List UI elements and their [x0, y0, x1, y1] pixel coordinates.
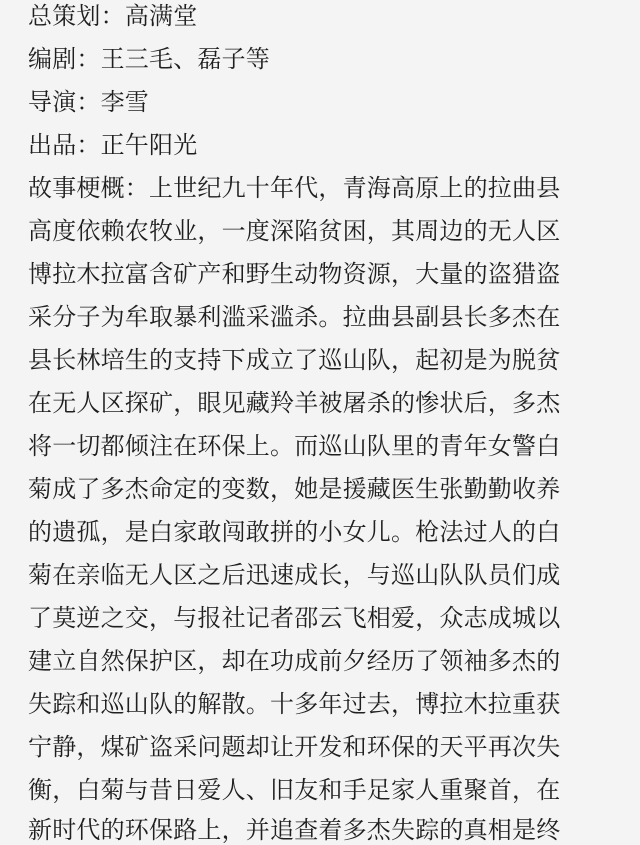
- credit-value: 王三毛、磊子等: [100, 45, 271, 73]
- synopsis-line: 的遗孤，是白家敢闯敢拼的小女儿。枪法过人的白: [28, 518, 561, 546]
- synopsis-line: 宁静，煤矿盗采问题却让开发和环保的天平再次失: [28, 733, 561, 761]
- credit-value: 李雪: [100, 88, 150, 116]
- synopsis-line: 了莫逆之交，与报社记者邵云飞相爱，众志成城以: [28, 604, 561, 632]
- credit-screenwriter: [28, 44, 270, 74]
- credit-value: 正午阳光: [100, 131, 198, 159]
- credit-chief-planner: [28, 1, 197, 31]
- synopsis-line: 高度依赖农牧业，一度深陷贫困，其周边的无人区: [28, 217, 561, 245]
- synopsis-line: 衡，白菊与昔日爱人、旧友和手足家人重聚首，在: [28, 776, 561, 804]
- synopsis-line: 将一切都倾注在环保上。而巡山队里的青年女警白: [28, 432, 561, 460]
- credit-value: 高满堂: [124, 2, 198, 30]
- credit-label: 导演：: [28, 88, 101, 116]
- synopsis-line: 菊在亲临无人区之后迅速成长，与巡山队队员们成: [28, 561, 561, 589]
- synopsis-line: 建立自然保护区，却在功成前夕经历了领袖多杰的: [28, 647, 561, 675]
- credit-label: 总策划：: [28, 2, 125, 30]
- credit-director: [28, 87, 149, 117]
- synopsis-line: 菊成了多杰命定的变数，她是援藏医生张勤勤收养: [28, 475, 561, 503]
- credit-producer: [28, 130, 197, 160]
- credit-label: 出品：: [28, 131, 101, 159]
- synopsis-line: 新时代的环保路上，并追查着多杰失踪的真相是终: [28, 816, 561, 844]
- synopsis-line: 故事梗概：上世纪九十年代，青海高原上的拉曲县: [28, 174, 561, 202]
- synopsis-line: 博拉木拉富含矿产和野生动物资源，大量的盗猎盗: [28, 260, 561, 288]
- synopsis-line: 失踪和巡山队的解散。十多年过去，博拉木拉重获: [28, 690, 561, 718]
- synopsis-line: 县长林培生的支持下成立了巡山队，起初是为脱贫: [28, 346, 561, 374]
- synopsis-line: 在无人区探矿，眼见藏羚羊被屠杀的惨状后，多杰: [28, 389, 561, 417]
- credit-label: 编剧：: [28, 45, 101, 73]
- synopsis-line: 采分子为牟取暴利滥采滥杀。拉曲县副县长多杰在: [28, 303, 561, 331]
